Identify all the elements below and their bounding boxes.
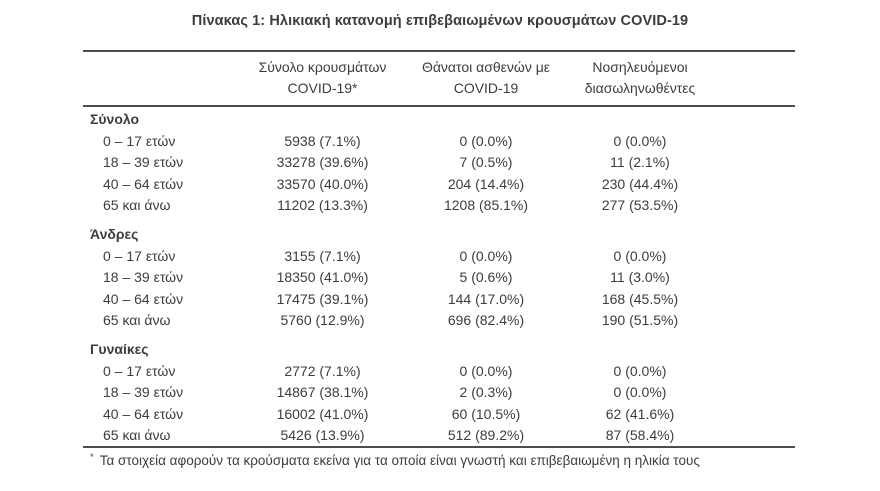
table-row — [83, 382, 795, 404]
table-row — [83, 403, 795, 425]
section-header-row — [83, 222, 795, 245]
page-title: Πίνακας 1: Ηλικιακή κατανομή επιβεβαιωμένων κρουσμάτων COVID-19 — [191, 13, 689, 29]
intubated-value: 230 (44.4%) — [601, 175, 679, 192]
deaths-value: 5 (0.6%) — [459, 269, 513, 286]
deaths-value: 1208 (85.1%) — [443, 197, 529, 214]
column-header-cases — [240, 57, 405, 99]
age-label: 65 και άνω — [103, 312, 171, 329]
age-label: 0 – 17 ετών — [103, 132, 176, 149]
intubated-value: 11 (2.1%) — [610, 154, 670, 171]
cases-value: 11202 (13.3%) — [277, 197, 368, 214]
section-men — [83, 222, 795, 331]
footnote-marker: * — [90, 452, 94, 463]
table-row — [83, 245, 795, 267]
cases-value: 17475 (39.1%) — [276, 290, 369, 307]
deaths-value: 0 (0.0%) — [459, 132, 513, 149]
section-label-total: Σύνολο — [90, 110, 140, 127]
intubated-value: 0 (0.0%) — [613, 362, 667, 379]
column-header-deaths — [405, 57, 567, 99]
cases-value: 5938 (7.1%) — [284, 132, 361, 149]
table-header-row — [83, 52, 795, 107]
table-row — [83, 267, 795, 289]
section-label-women: Γυναίκες — [90, 340, 149, 357]
intubated-value: 87 (58.4%) — [605, 427, 675, 444]
section-total — [83, 107, 795, 216]
table-row — [83, 130, 795, 152]
column-header-intubated — [567, 57, 713, 99]
deaths-value: 144 (17.0%) — [447, 290, 525, 307]
age-label: 0 – 17 ετών — [103, 247, 176, 264]
intubated-value: 190 (51.5%) — [601, 312, 679, 329]
footnote — [90, 453, 795, 468]
column-header-deaths-line2: COVID-19 — [453, 80, 519, 96]
age-label: 65 και άνω — [103, 427, 171, 444]
deaths-value: 60 (10.5%) — [451, 405, 521, 422]
table-row — [83, 288, 795, 310]
column-header-cases-line1: Σύνολο κρουσμάτων — [258, 59, 387, 75]
section-header-row — [83, 337, 795, 360]
intubated-value: 11 (3.0%) — [610, 269, 670, 286]
age-label: 65 και άνω — [103, 197, 171, 214]
intubated-value: 0 (0.0%) — [613, 132, 667, 149]
intubated-value: 168 (45.5%) — [601, 290, 679, 307]
age-label: 18 – 39 ετών — [103, 154, 184, 171]
deaths-value: 696 (82.4%) — [447, 312, 525, 329]
cases-value: 33570 (40.0%) — [276, 175, 369, 192]
table-row — [83, 360, 795, 382]
cases-value: 3155 (7.1%) — [284, 247, 361, 264]
section-women — [83, 337, 795, 446]
cases-value: 33278 (39.6%) — [276, 154, 369, 171]
table-row — [83, 195, 795, 217]
column-header-cases-line2: COVID-19* — [287, 80, 358, 96]
cases-value: 18350 (41.0%) — [276, 269, 369, 286]
deaths-value: 512 (89.2%) — [447, 427, 525, 444]
table-row — [83, 425, 795, 447]
footnote-text: Τα στοιχεία αφορούν τα κρούσματα εκείνα για τα οποία είναι γνωστή και επιβεβαιωμένη η ηλικία τους — [99, 453, 700, 468]
table-row — [83, 173, 795, 195]
cases-value: 14867 (38.1%) — [276, 384, 369, 401]
deaths-value: 7 (0.5%) — [459, 154, 513, 171]
intubated-value: 0 (0.0%) — [613, 247, 667, 264]
age-label: 40 – 64 ετών — [103, 405, 184, 422]
intubated-value: 62 (41.6%) — [605, 405, 675, 422]
cases-value: 5426 (13.9%) — [280, 427, 365, 444]
cases-value: 16002 (41.0%) — [276, 405, 369, 422]
deaths-value: 204 (14.4%) — [447, 175, 525, 192]
deaths-value: 0 (0.0%) — [459, 247, 513, 264]
age-label: 0 – 17 ετών — [103, 362, 176, 379]
section-header-row — [83, 107, 795, 130]
column-header-intubated-line1: Νοσηλευόμενοι — [592, 59, 688, 75]
cases-value: 5760 (12.9%) — [280, 312, 365, 329]
age-label: 40 – 64 ετών — [103, 175, 184, 192]
deaths-value: 0 (0.0%) — [459, 362, 513, 379]
column-header-deaths-line1: Θάνατοι ασθενών με — [421, 59, 551, 75]
deaths-value: 2 (0.3%) — [459, 384, 513, 401]
covid-age-distribution-table — [83, 50, 795, 448]
age-label: 40 – 64 ετών — [103, 290, 184, 307]
intubated-value: 0 (0.0%) — [613, 384, 667, 401]
age-label: 18 – 39 ετών — [103, 269, 184, 286]
section-label-men: Άνδρες — [90, 225, 139, 242]
table-row — [83, 310, 795, 332]
column-header-intubated-line2: διασωληνωθέντες — [584, 80, 696, 96]
table-row — [83, 152, 795, 174]
cases-value: 2772 (7.1%) — [284, 362, 361, 379]
intubated-value: 277 (53.5%) — [601, 197, 679, 214]
age-label: 18 – 39 ετών — [103, 384, 184, 401]
